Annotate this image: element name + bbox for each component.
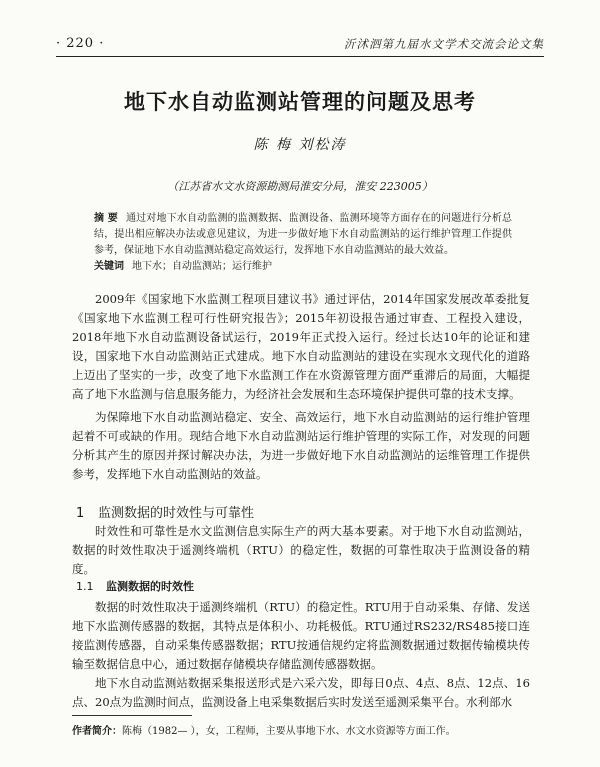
- running-header: [56, 30, 544, 52]
- subsection-number: 1.1: [76, 580, 94, 593]
- article-title: 地下水自动监测站管理的问题及思考: [124, 90, 476, 114]
- subsection-heading-1-1: [76, 578, 194, 594]
- footnote-label: 作者简介：: [72, 726, 122, 737]
- body-paragraph-4: 数据的时效性取决于遥测终端机（RTU）的稳定性。RTU用于自动采集、存储、发送地下水监测传感器的数据，其特点是体积小、功耗极低。RTU通过RS232/RS485接口连接监测传感器，自动采集传感器数据；RTU按通信规约定将监测数据通过数据传输模块传输至数据信息中心，通过数据存储模块存储监测传感器数据。: [72, 600, 530, 671]
- body-paragraph-2: 为保障地下水自动监测站稳定、安全、高效运行，地下水自动监测站的运行维护管理起着不可或缺的作用。现结合地下水自动监测站运行维护管理的实际工作，对发现的问题分析其产生的原因并探讨解决办法，为进一步做好地下水自动监测站的运维管理工作提供参考，发挥地下水自动监测站的效益。: [72, 410, 530, 481]
- body-paragraph-3: 时效性和可靠性是水文监测信息实际生产的两大基本要素。对于地下水自动监测站，数据的时效性取决于遥测终端机（RTU）的稳定性，数据的可靠性取决于监测设备的精度。: [72, 524, 530, 576]
- abstract: [94, 211, 512, 259]
- keywords-label: 关键词: [94, 261, 124, 272]
- keywords-text: 地下水；自动监测站；运行维护: [132, 261, 272, 272]
- footnote-rule: [72, 715, 192, 716]
- section-number: 1: [76, 506, 85, 521]
- subsection-title: 监测数据的时效性: [106, 580, 194, 593]
- footnote-text: 陈梅（1982— ），女，工程师，主要从事地下水、水文水资源等方面工作。: [122, 726, 456, 737]
- journal-title: 沂沭泗第九届水文学术交流会论文集: [344, 37, 544, 51]
- header-rule: [56, 56, 544, 57]
- keywords: [94, 260, 512, 274]
- author-affiliation: （江苏省水文水资源勘测局淮安分局，淮安 223005）: [167, 180, 433, 193]
- body-paragraph-1: 2009年《国家地下水监测工程项目建议书》通过评估，2014年国家发展改革委批复《国家地下水监测工程可行性研究报告》；2015年初设报告通过审查、工程投入建设，2018年地下水自动监测设备试运行，2019年正式投入运行。经过长达10年的论证和建设，国家地下水自动监测站正式建成。地下水自动监测站的建设在实现水文现代化的道路上迈出了坚实的一步，改变了地下水监测工作在水资源管理方面严重滞后的局面，大幅提高了地下水监测与信息服务能力，为经济社会发展和生态环境保护提供可靠的技术支撑。: [72, 292, 530, 401]
- article-authors: 陈 梅 刘松涛: [253, 137, 347, 153]
- abstract-label: 摘 要: [94, 213, 118, 224]
- page-number: · 220 ·: [56, 36, 105, 51]
- body-paragraph-5: 地下水自动监测站数据采集报送形式是六采六发，即每日0点、4点、8点、12点、16点、20点为监测时间点，监测设备上电采集数据后实时发送至遥测采集平台。水利部水: [72, 676, 530, 709]
- author-footnote: [72, 722, 530, 737]
- abstract-text: 通过对地下水自动监测的监测数据、监测设备、监测环境等方面存在的问题进行分析总结，提出相应解决办法或意见建议，为进一步做好地下水自动监测站的运行维护管理工作提供参考，保证地下水自动监测站稳定高效运行，发挥地下水自动监测站的最大效益。: [94, 213, 513, 256]
- section-heading-1: [76, 502, 254, 521]
- section-title: 监测数据的时效性与可靠性: [98, 506, 255, 521]
